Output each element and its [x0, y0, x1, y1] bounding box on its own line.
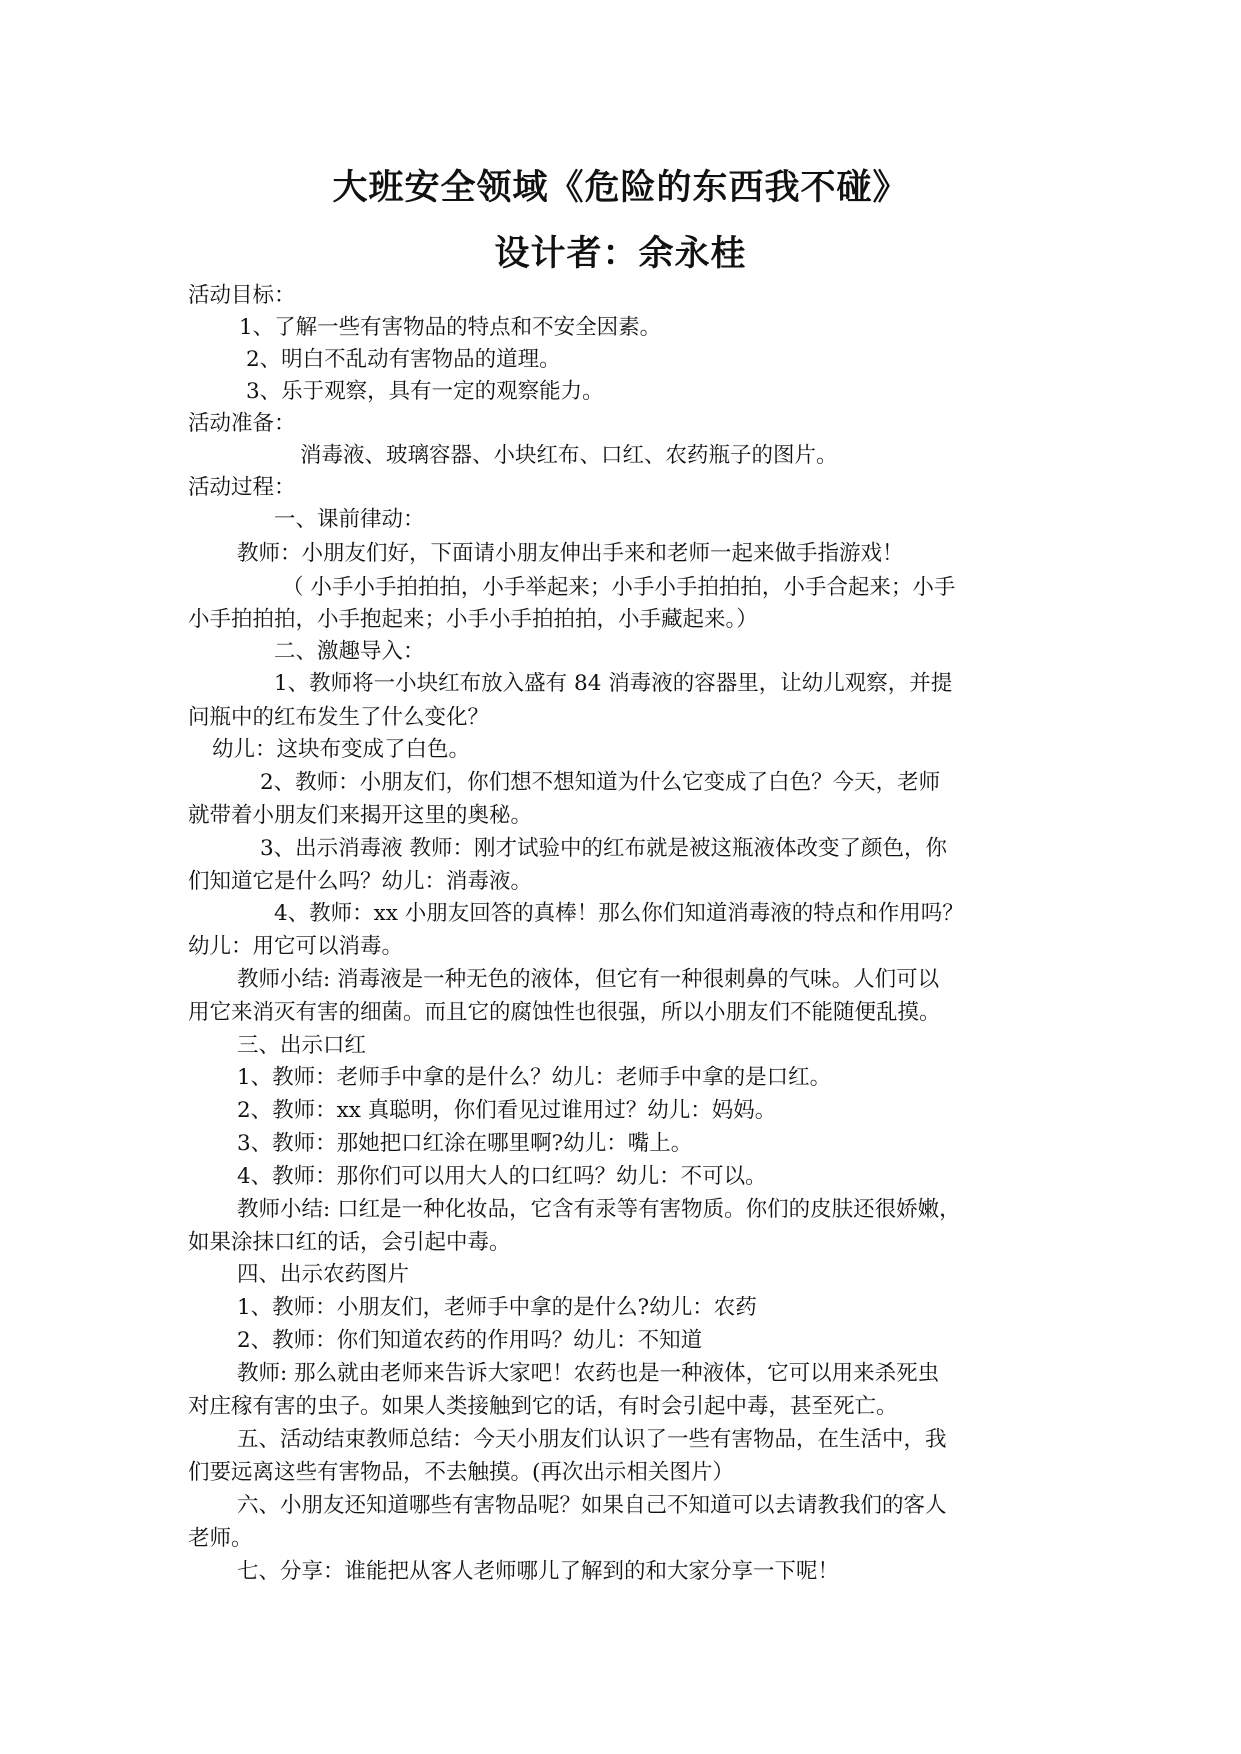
text-line: 教师: 那么就由老师来告诉大家吧！农药也是一种液体，它可以用来杀死虫	[237, 1361, 940, 1386]
section-heading-preparation: 活动准备：	[188, 411, 296, 436]
text-line: 教师小结: 口红是一种化妆品，它含有汞等有害物质。你们的皮肤还很娇嫩，	[237, 1197, 961, 1222]
process-step-heading: 四、出示农药图片	[237, 1262, 410, 1287]
text-line: 们要远离这些有害物品，不去触摸。(再次出示相关图片）	[188, 1460, 734, 1485]
text-line: 问瓶中的红布发生了什么变化？	[188, 705, 490, 730]
text-line: 4、教师：xx 小朋友回答的真棒！那么你们知道消毒液的特点和作用吗？	[274, 901, 964, 926]
text-line: 幼儿：用它可以消毒。	[188, 934, 404, 959]
text-line: 2、教师：你们知道农药的作用吗？幼儿：不知道	[237, 1328, 703, 1353]
process-step-heading: 二、激趣导入：	[274, 639, 425, 664]
designer-line: 设计者：余永桂	[494, 234, 747, 274]
goal-item: 2、明白不乱动有害物品的道理。	[246, 347, 561, 372]
process-step-heading: 一、课前律动：	[274, 507, 425, 532]
text-line: 1、教师将一小块红布放入盛有 84 消毒液的容器里，让幼儿观察，并提	[274, 671, 953, 696]
text-line: 3、出示消毒液 教师：刚才试验中的红布就是被这瓶液体改变了颜色，你	[260, 836, 948, 861]
goal-item: 1、了解一些有害物品的特点和不安全因素。	[239, 315, 662, 340]
text-line: 如果涂抹口红的话，会引起中毒。	[188, 1230, 511, 1255]
section-heading-process: 活动过程：	[188, 475, 296, 500]
text-line: 们知道它是什么吗？幼儿：消毒液。	[188, 869, 533, 894]
text-line: 用它来消灭有害的细菌。而且它的腐蚀性也很强，所以小朋友们不能随便乱摸。	[188, 1000, 941, 1025]
document-title: 大班安全领域《危险的东西我不碰》	[332, 168, 909, 208]
text-line: 2、教师：xx 真聪明，你们看见过谁用过？幼儿：妈妈。	[237, 1098, 777, 1123]
text-line: 1、教师：老师手中拿的是什么？幼儿：老师手中拿的是口红。	[237, 1065, 832, 1090]
process-step-heading: 三、出示口红	[237, 1033, 367, 1058]
text-line: 2、教师：小朋友们，你们想不想知道为什么它变成了白色？今天，老师	[260, 770, 941, 795]
preparation-text: 消毒液、玻璃容器、小块红布、口红、农药瓶子的图片。	[300, 443, 838, 468]
section-heading-goals: 活动目标：	[188, 283, 296, 308]
text-line: 教师小结: 消毒液是一种无色的液体，但它有一种很刺鼻的气味。人们可以	[237, 967, 940, 992]
text-line: 幼儿：这块布变成了白色。	[212, 737, 471, 762]
text-line: 4、教师：那你们可以用大人的口红吗？幼儿：不可以。	[237, 1164, 767, 1189]
text-line: 教师：小朋友们好，下面请小朋友伸出手来和老师一起来做手指游戏！	[237, 541, 904, 566]
text-line: 小手拍拍拍，小手抱起来；小手小手拍拍拍，小手藏起来。）	[188, 607, 758, 632]
text-line: 3、教师：那她把口红涂在哪里啊?幼儿：嘴上。	[237, 1131, 693, 1156]
text-line: 七、分享：谁能把从客人老师哪儿了解到的和大家分享一下呢！	[237, 1559, 840, 1584]
text-line: 五、活动结束教师总结：今天小朋友们认识了一些有害物品，在生活中，我	[237, 1427, 947, 1452]
text-line: 就带着小朋友们来揭开这里的奥秘。	[188, 803, 533, 828]
text-line: 六、小朋友还知道哪些有害物品呢？如果自己不知道可以去请教我们的客人	[237, 1493, 947, 1518]
text-line: 1、教师：小朋友们，老师手中拿的是什么?幼儿：农药	[237, 1295, 757, 1320]
goal-item: 3、乐于观察，具有一定的观察能力。	[246, 379, 604, 404]
text-line: 老师。	[188, 1526, 253, 1551]
text-line: （ 小手小手拍拍拍，小手举起来；小手小手拍拍拍，小手合起来；小手	[282, 575, 956, 600]
text-line: 对庄稼有害的虫子。如果人类接触到它的话，有时会引起中毒，甚至死亡。	[188, 1394, 898, 1419]
